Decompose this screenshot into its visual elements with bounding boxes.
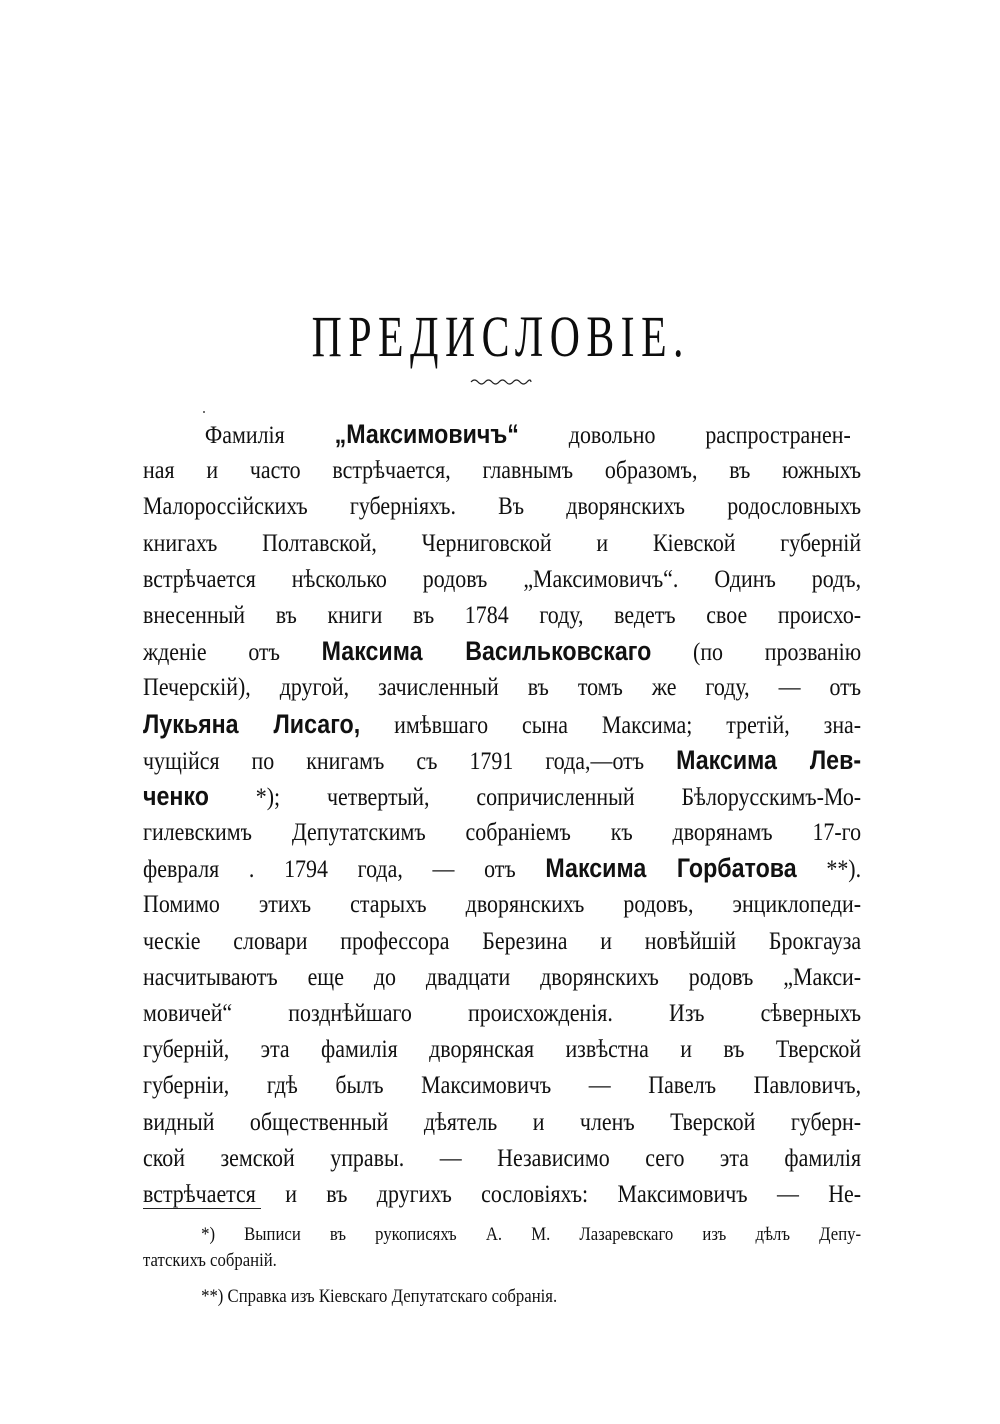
body-line bbox=[143, 633, 861, 669]
text-run: ная и часто встрѣчается, главнымъ образомъ, въ южныхъ bbox=[143, 455, 862, 485]
text-run: ской земской управы. — Независимо сего эта фамилія bbox=[143, 1142, 862, 1172]
text-run: книгахъ Полтавской, Черниговской и Кіевской губерній bbox=[143, 527, 862, 557]
body-line bbox=[143, 778, 861, 814]
bold-name: „Максимовичъ“ bbox=[334, 419, 519, 449]
body-line bbox=[143, 669, 861, 705]
body-line bbox=[143, 488, 861, 524]
footnote-divider bbox=[143, 1208, 261, 1209]
text-run: февраля . 1794 года, — отъ bbox=[143, 854, 546, 884]
text-run: встрѣчается и въ другихъ сословіяхъ: Максимовичъ — Не- bbox=[143, 1178, 862, 1208]
body-line bbox=[143, 814, 861, 850]
body-line bbox=[143, 1176, 861, 1212]
text-run: Фамилія bbox=[204, 420, 335, 449]
bold-name: Максима Лев- bbox=[676, 744, 862, 775]
footnote-1-line-1: *) Выписи въ рукописяхъ А. М. Лазаревскаго изъ дѣлъ Депу- bbox=[201, 1224, 862, 1245]
text-run: довольно распространен- bbox=[518, 420, 851, 449]
body-line bbox=[143, 1104, 861, 1140]
body-line bbox=[143, 452, 861, 488]
wavy-rule-ornament bbox=[470, 376, 532, 388]
text-run: губерній, эта фамилія дворянская извѣстна и въ Тверской bbox=[143, 1034, 862, 1064]
footnote-1-line-2: татскихъ собраній. bbox=[143, 1250, 277, 1271]
page-title: ПРЕДИСЛОВІЕ. bbox=[311, 304, 690, 369]
body-line bbox=[143, 1031, 861, 1067]
text-run: жденіе отъ bbox=[143, 637, 322, 667]
body-line bbox=[143, 1140, 861, 1176]
text-run: Печерскій), другой, зачисленный въ томъ же году, — отъ bbox=[143, 672, 862, 702]
text-run: внесенный въ книги въ 1784 году, ведетъ свое происхо- bbox=[143, 599, 862, 629]
bold-name: Максима Васильковскаго bbox=[321, 636, 652, 667]
footnotes bbox=[143, 1222, 861, 1310]
text-run: **). bbox=[796, 854, 862, 884]
text-run: Помимо этихъ старыхъ дворянскихъ родовъ, энциклопеди- bbox=[143, 889, 862, 919]
bold-name: Лукьяна Лисаго, bbox=[143, 708, 361, 739]
body-line bbox=[143, 416, 851, 452]
body-line bbox=[143, 525, 861, 561]
text-run: видный общественный дѣятель и членъ Тверской губерн- bbox=[143, 1106, 862, 1136]
body-line bbox=[143, 561, 861, 597]
print-speck bbox=[203, 411, 205, 413]
bold-name: ченко bbox=[143, 780, 209, 811]
text-run: (по прозванію bbox=[651, 637, 862, 667]
text-run: *); четвертый, сопричисленный Бѣлорусскимъ-Мо- bbox=[208, 781, 862, 811]
body-line bbox=[143, 706, 861, 742]
text-run: мовичей“ позднѣйшаго происхожденія. Изъ сѣверныхъ bbox=[143, 998, 862, 1027]
body-line bbox=[143, 923, 861, 959]
bold-name: Максима Горбатова bbox=[545, 853, 797, 884]
text-run: ческіе словари профессора Березина и новѣйшій Брокгауза bbox=[143, 925, 862, 955]
text-run: насчитываютъ еще до двадцати дворянскихъ родовъ „Макси- bbox=[143, 961, 862, 991]
body-line bbox=[143, 886, 861, 922]
text-run: Малороссійскихъ губерніяхъ. Въ дворянскихъ родословныхъ bbox=[143, 491, 862, 521]
text-run: гилевскимъ Депутатскимъ собраніемъ къ дворянамъ 17-го bbox=[143, 817, 862, 847]
body-line bbox=[143, 995, 861, 1031]
text-run: имѣвшаго сына Максима; третій, зна- bbox=[360, 709, 862, 739]
text-run: чущійся по книгамъ съ 1791 года,—отъ bbox=[143, 745, 677, 775]
body-line bbox=[143, 597, 861, 633]
text-run: губерніи, гдѣ былъ Максимовичъ — Павелъ Павловичъ, bbox=[143, 1070, 862, 1100]
body-line bbox=[143, 742, 861, 778]
body-line bbox=[143, 1067, 861, 1103]
body-line bbox=[143, 959, 861, 995]
footnote-2-line-1: **) Справка изъ Кіевскаго Депутатскаго собранія. bbox=[201, 1286, 558, 1307]
preface-paragraph bbox=[143, 416, 861, 1212]
text-run: встрѣчается нѣсколько родовъ „Максимовичъ“. Одинъ родъ, bbox=[143, 563, 862, 593]
body-line bbox=[143, 850, 861, 886]
